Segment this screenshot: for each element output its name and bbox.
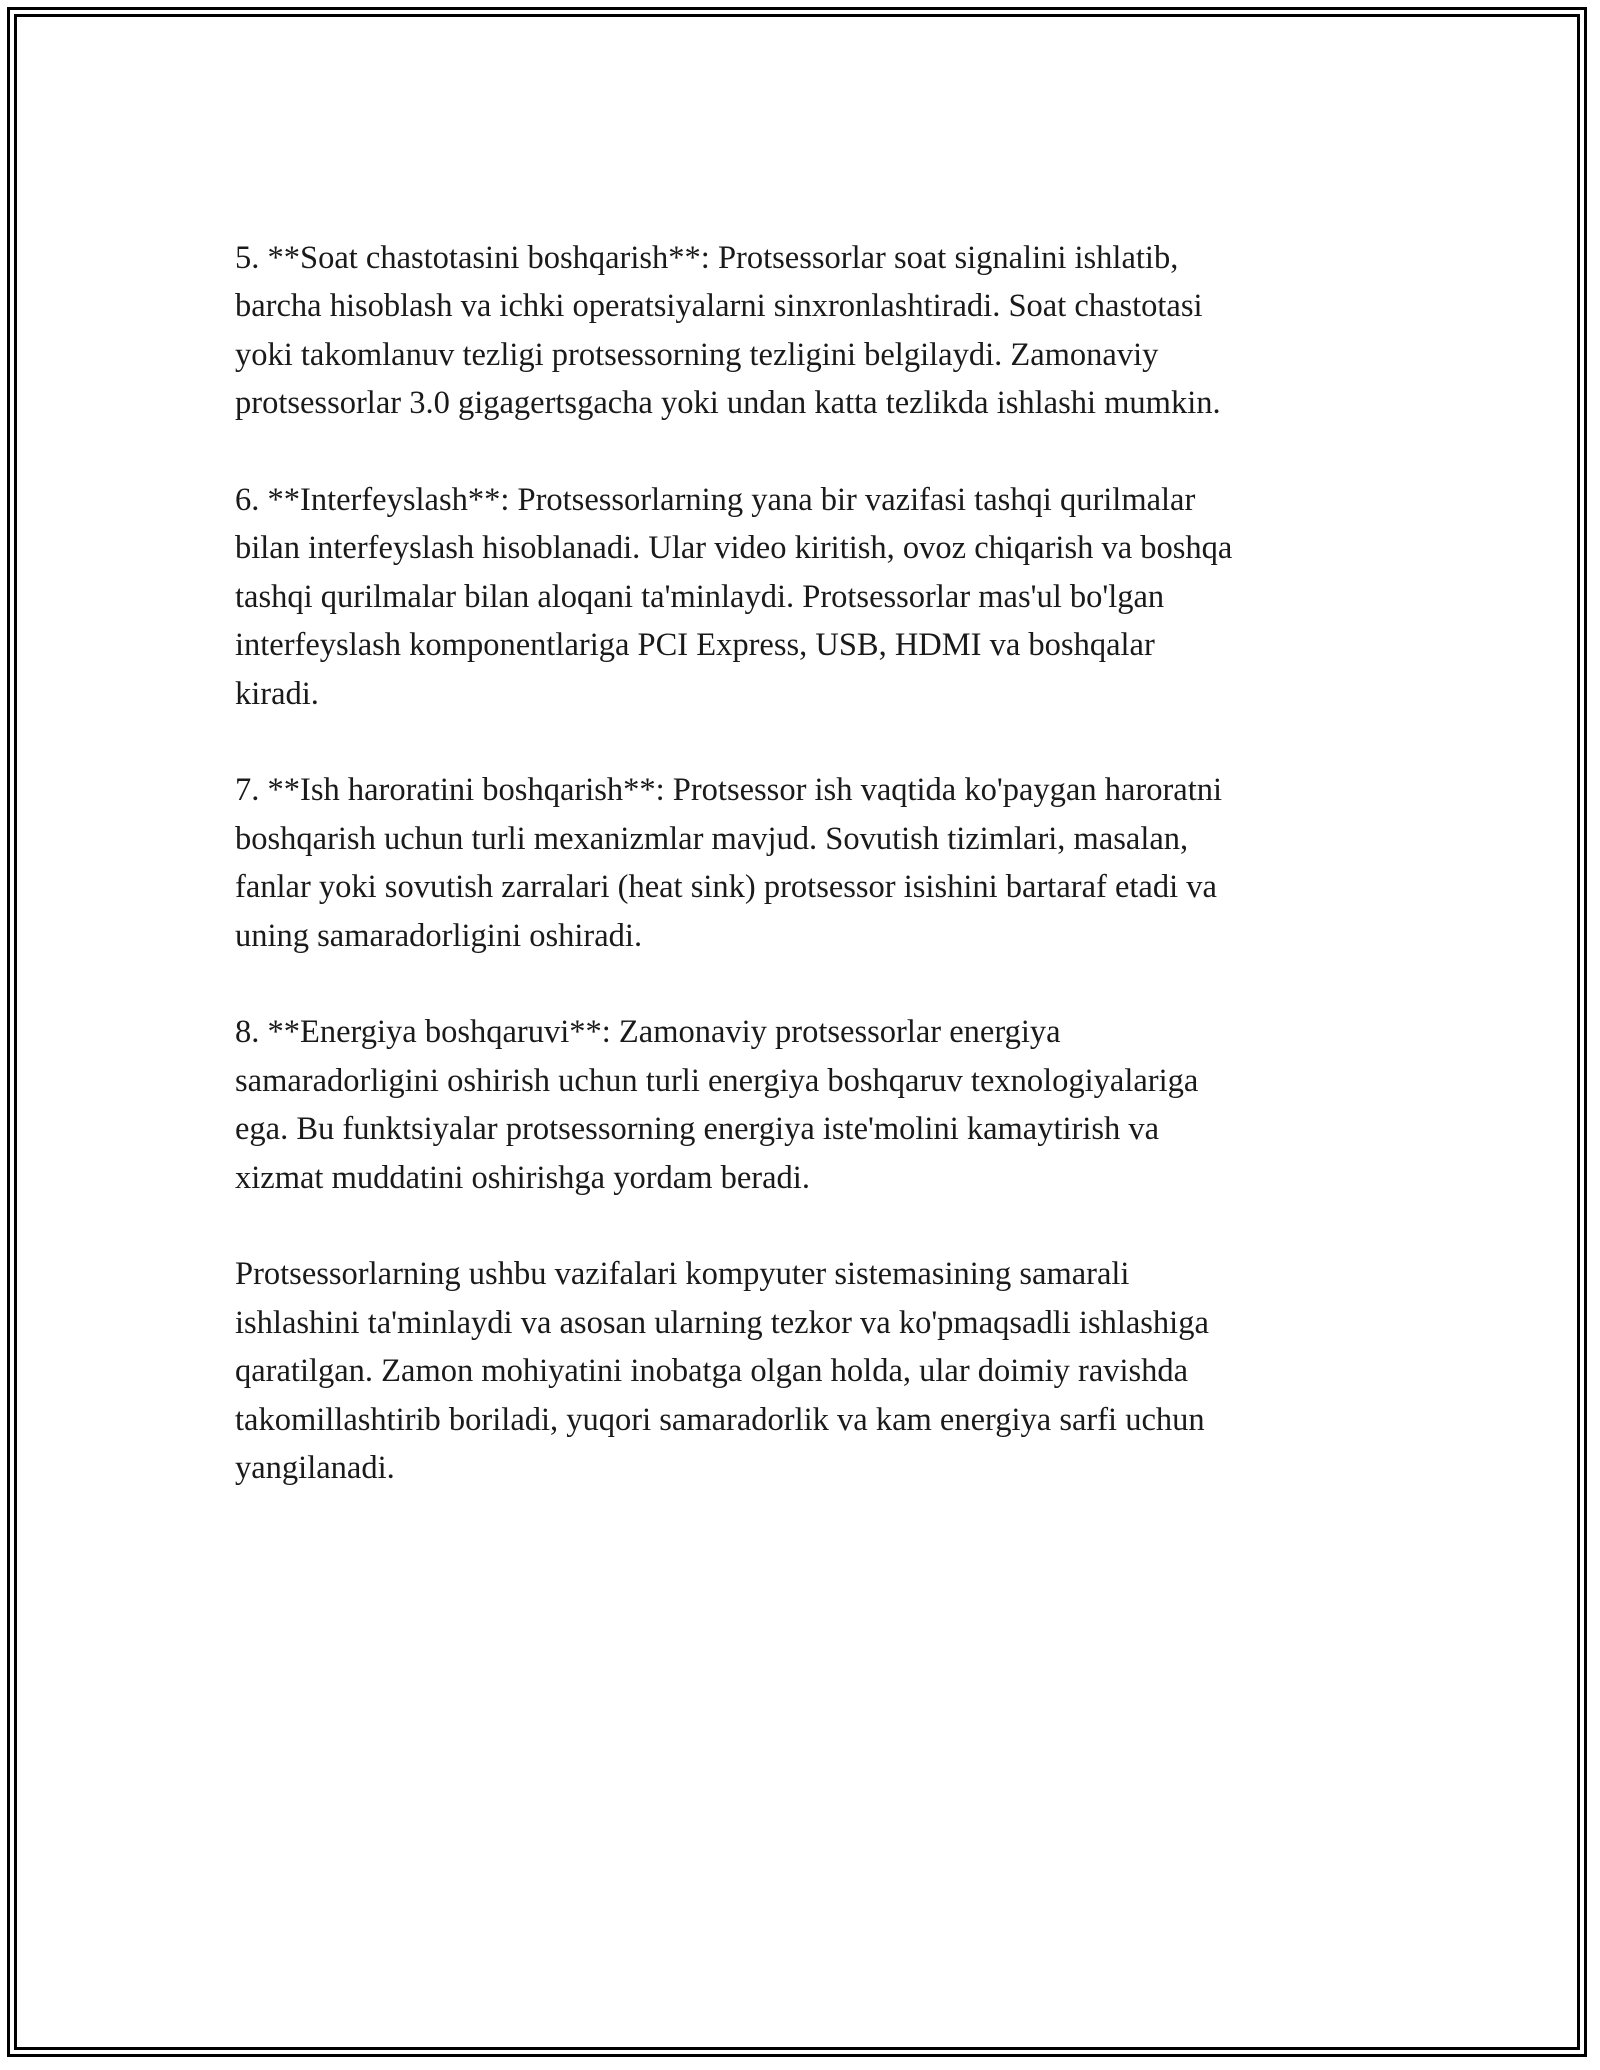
paragraph-clock-frequency: 5. **Soat chastotasini boshqarish**: Protsessorlar soat signalini ishlatib, barcha hisoblash va ichki operatsiyalarni sinxronlashtiradi. Soat chastotasi yoki takomlanuv tezligi protsessorning tezligini belgilaydi. Zamonaviy protsessorlar 3.0 gigagertsgacha yoki undan katta tezlikda ishlashi mumkin. [235, 240, 1221, 422]
paragraph-temperature-control: 7. **Ish haroratini boshqarish**: Protsessor ish vaqtida ko'paygan haroratni boshqarish uchun turli mexanizmlar mavjud. Sovutish tizimlari, masalan, fanlar yoki sovutish zarralari (heat sink) protsessor isishini bartaraf etadi va uning samaradorligini oshiradi. [235, 772, 1222, 954]
document-body [235, 234, 1375, 1541]
paragraph-interfacing: 6. **Interfeyslash**: Protsessorlarning yana bir vazifasi tashqi qurilmalar bilan interfeyslash hisoblanadi. Ular video kiritish, ovoz chiqarish va boshqa tashqi qurilmalar bilan aloqani ta'minlaydi. Protsessorlar mas'ul bo'lgan interfeyslash komponentlariga PCI Express, USB, HDMI va boshqalar kiradi. [235, 482, 1233, 712]
paragraph-conclusion: Protsessorlarning ushbu vazifalari kompyuter sistemasining samarali ishlashini ta'minlaydi va asosan ularning tezkor va ko'pmaqsadli ishlashiga qaratilgan. Zamon mohiyatini inobatga olgan holda, ular doimiy ravishda takomillashtirib boriladi, yuqori samaradorlik va kam energiya sarfi uchun yangilanadi. [235, 1256, 1209, 1487]
paragraph-energy-management: 8. **Energiya boshqaruvi**: Zamonaviy protsessorlar energiya samaradorligini oshirish uchun turli energiya boshqaruv texnologiyalariga ega. Bu funktsiyalar protsessorning energiya iste'molini kamaytirish va xizmat muddatini oshirishga yordam beradi. [235, 1014, 1199, 1196]
